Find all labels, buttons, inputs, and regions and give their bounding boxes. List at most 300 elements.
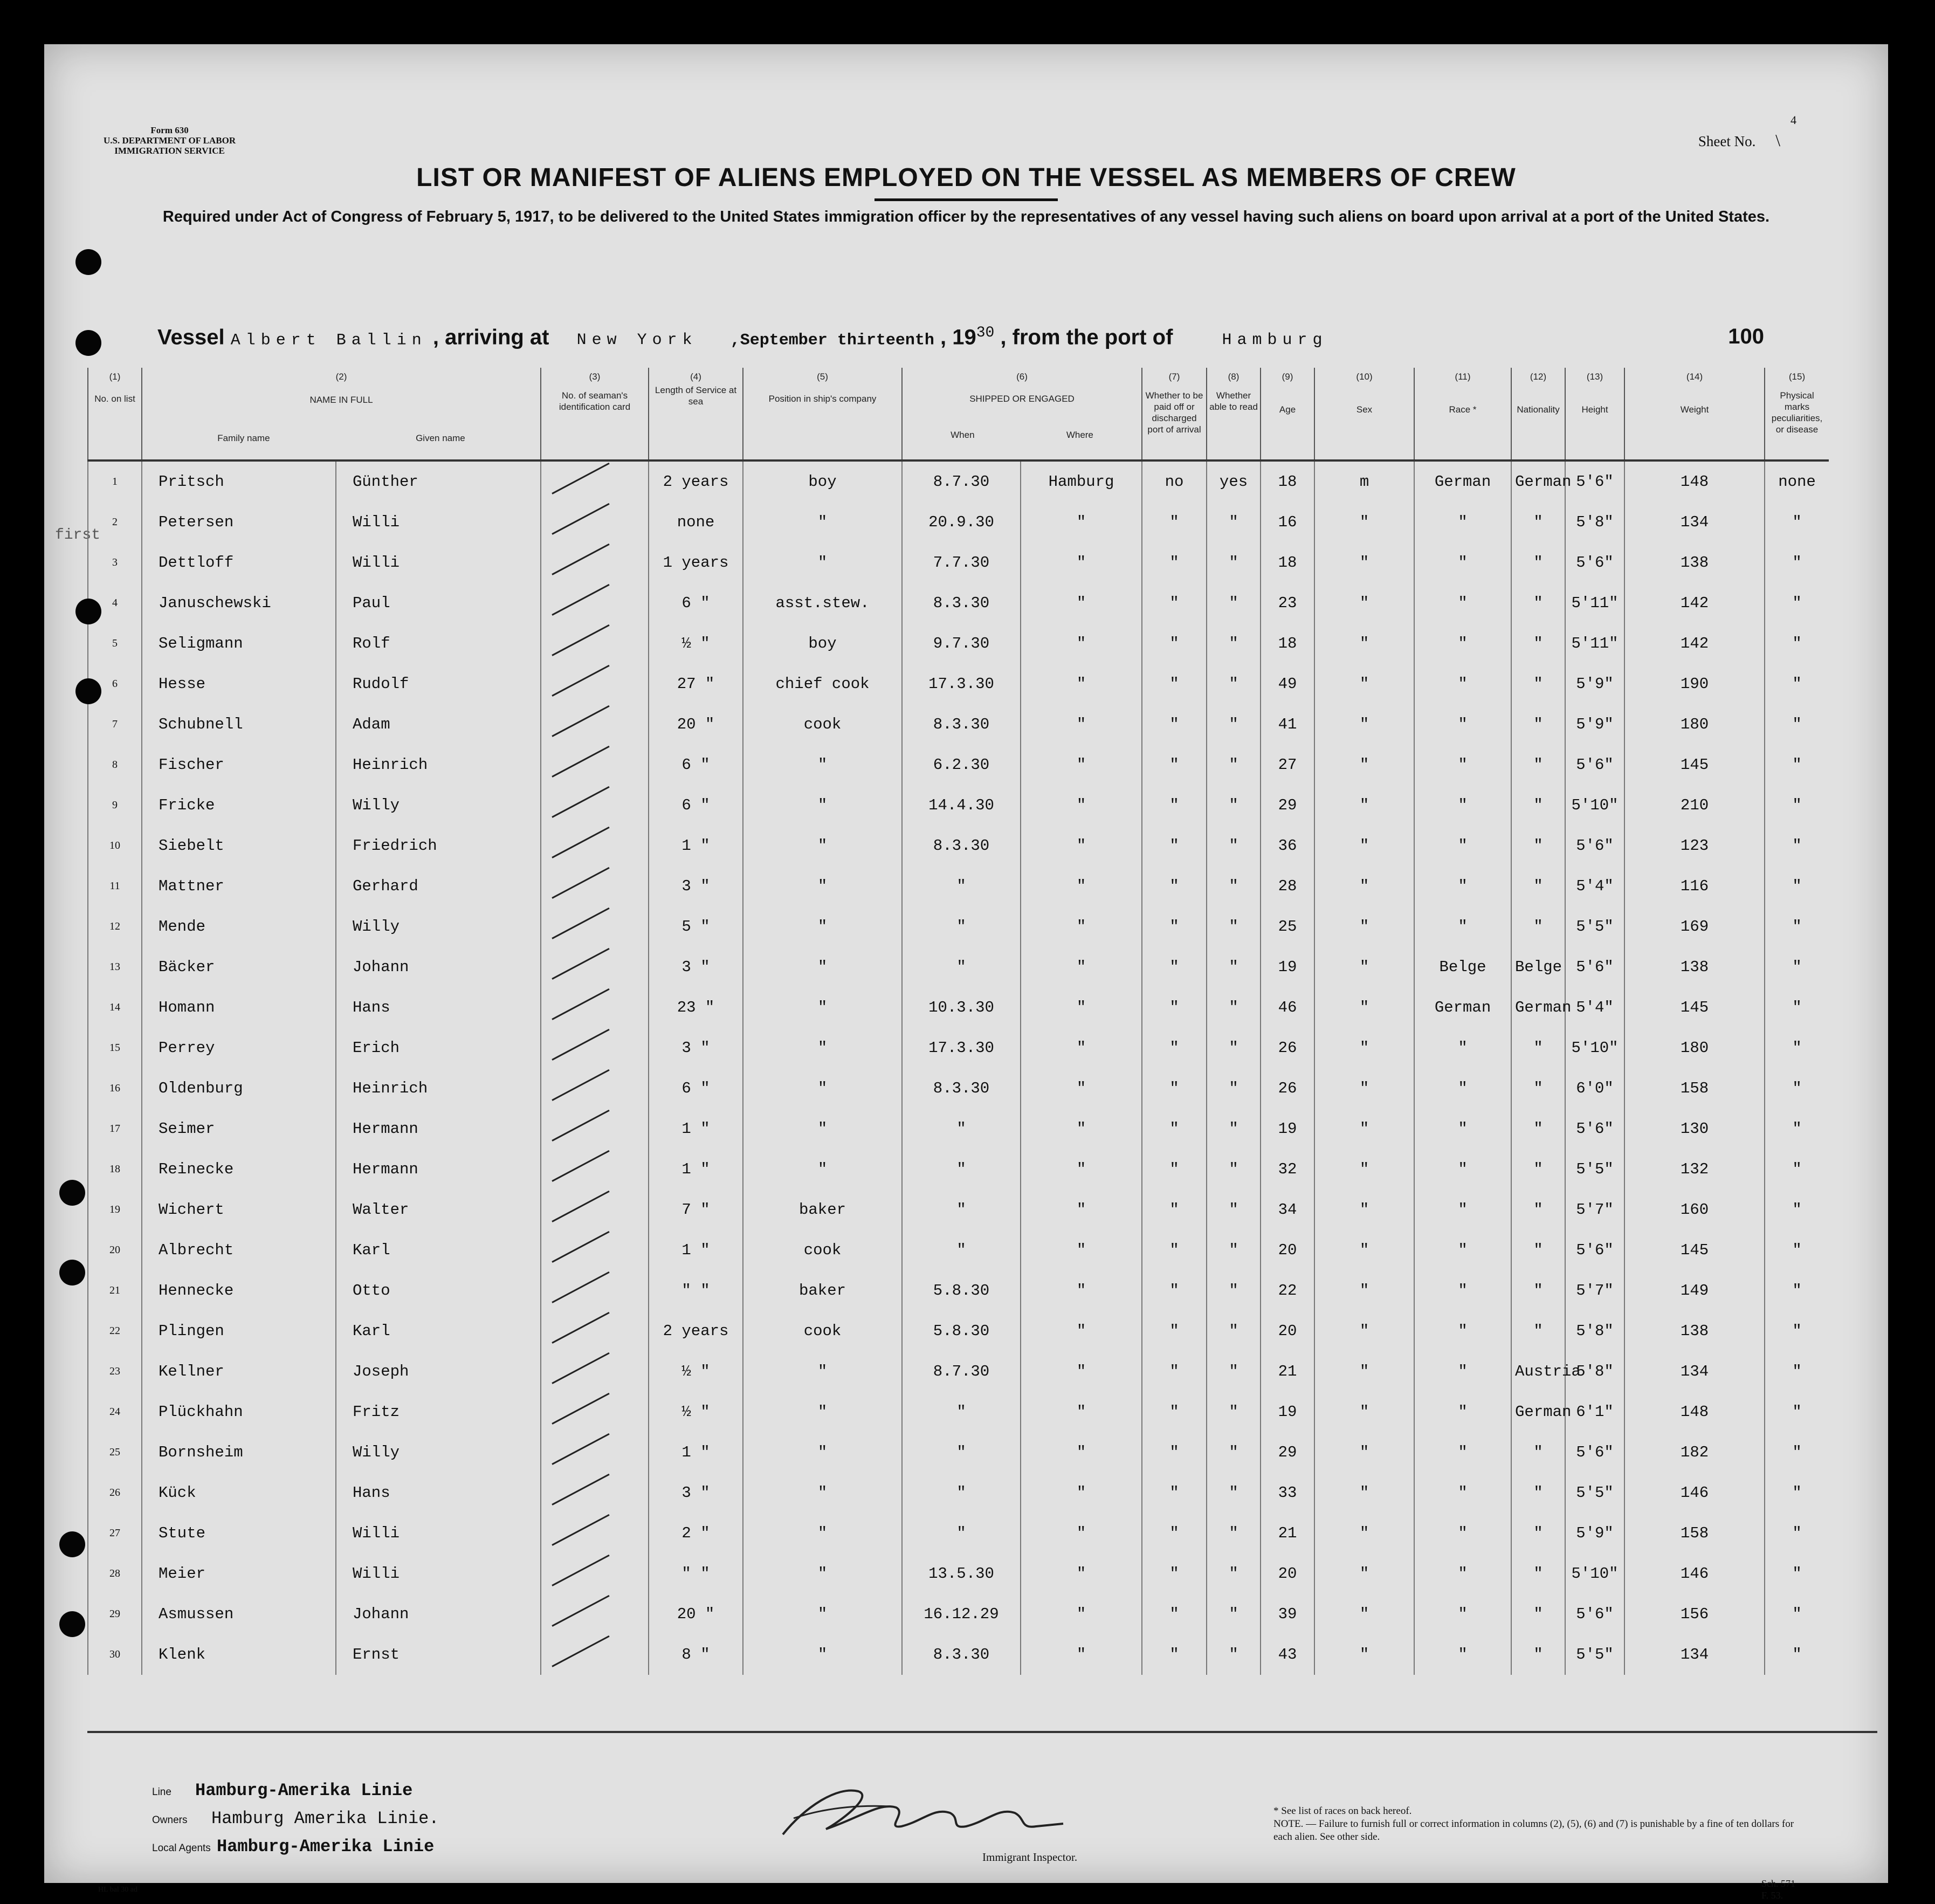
able-to-read-cell: " — [1207, 1554, 1261, 1594]
paid-off-cell: " — [1142, 1554, 1207, 1594]
length-of-service-cell: 1 " — [649, 1230, 743, 1270]
id-card-mark-cell — [541, 906, 649, 947]
col-service-header: (4) Length of Service at sea — [649, 368, 743, 460]
table-row — [88, 664, 1829, 704]
given-name-cell: Heinrich — [336, 1068, 541, 1109]
weight-cell: 158 — [1624, 1068, 1765, 1109]
sex-cell: " — [1314, 1311, 1414, 1351]
height-cell: 5'5" — [1565, 1473, 1624, 1513]
nationality-cell: " — [1511, 664, 1565, 704]
checkmark-stroke — [552, 988, 609, 1020]
age-cell: 41 — [1261, 704, 1314, 745]
weight-cell: 148 — [1624, 1392, 1765, 1432]
sex-cell: " — [1314, 542, 1414, 583]
able-to-read-cell: " — [1207, 1392, 1261, 1432]
given-name-cell: Willi — [336, 1554, 541, 1594]
vessel-line — [157, 325, 1829, 357]
length-of-service-cell: 7 " — [649, 1190, 743, 1230]
paid-off-cell: " — [1142, 542, 1207, 583]
length-of-service-cell: 3 " — [649, 866, 743, 906]
row-number-cell: 4 — [88, 583, 142, 623]
shipped-when-cell: 8.3.30 — [902, 583, 1021, 623]
binder-hole — [75, 330, 101, 356]
nationality-cell: " — [1511, 542, 1565, 583]
given-name-cell: Rudolf — [336, 664, 541, 704]
when-header: When — [951, 430, 975, 440]
row-number-cell: 23 — [88, 1351, 142, 1392]
race-cell: " — [1414, 1513, 1511, 1554]
length-of-service-cell: ½ " — [649, 1351, 743, 1392]
paid-off-cell: " — [1142, 785, 1207, 826]
col-read-header: (8) Whether able to read — [1207, 368, 1261, 460]
sex-cell: " — [1314, 1513, 1414, 1554]
age-cell: 27 — [1261, 745, 1314, 785]
sex-cell: " — [1314, 704, 1414, 745]
sex-cell: " — [1314, 1230, 1414, 1270]
able-to-read-cell: " — [1207, 1594, 1261, 1634]
nationality-cell: " — [1511, 1473, 1565, 1513]
height-cell: 5'9" — [1565, 664, 1624, 704]
table-row — [88, 623, 1829, 664]
weight-cell: 134 — [1624, 502, 1765, 542]
sex-cell: " — [1314, 1149, 1414, 1190]
age-cell: 20 — [1261, 1554, 1314, 1594]
age-cell: 26 — [1261, 1028, 1314, 1068]
nationality-cell: " — [1511, 1432, 1565, 1473]
table-row — [88, 947, 1829, 987]
id-card-mark-cell — [541, 1270, 649, 1311]
weight-cell: 190 — [1624, 664, 1765, 704]
given-name-cell: Paul — [336, 583, 541, 623]
shipped-when-cell: " — [902, 1109, 1021, 1149]
nationality-cell: " — [1511, 1028, 1565, 1068]
family-name-cell: Plückhahn — [142, 1392, 336, 1432]
able-to-read-cell: " — [1207, 1513, 1261, 1554]
able-to-read-cell: " — [1207, 1270, 1261, 1311]
position-cell: " — [743, 1351, 902, 1392]
given-name-cell: Hermann — [336, 1109, 541, 1149]
nationality-cell: " — [1511, 1634, 1565, 1675]
position-cell: cook — [743, 704, 902, 745]
id-card-mark-cell — [541, 704, 649, 745]
row-number-cell: 29 — [88, 1594, 142, 1634]
age-cell: 22 — [1261, 1270, 1314, 1311]
page-title: LIST OR MANIFEST OF ALIENS EMPLOYED ON THE VESSEL AS MEMBERS OF CREW — [416, 163, 1516, 192]
given-name-cell: Friedrich — [336, 826, 541, 866]
checkmark-stroke — [552, 1029, 609, 1061]
given-name-cell: Hans — [336, 1473, 541, 1513]
age-cell: 32 — [1261, 1149, 1314, 1190]
weight-cell: 180 — [1624, 1028, 1765, 1068]
binder-hole — [59, 1180, 85, 1206]
col-number-header: (1) No. on list — [88, 368, 142, 460]
physical-marks-cell: " — [1765, 1392, 1829, 1432]
nationality-cell: " — [1511, 1109, 1565, 1149]
paid-off-cell: " — [1142, 664, 1207, 704]
binder-hole — [59, 1260, 85, 1286]
id-card-mark-cell — [541, 947, 649, 987]
weight-cell: 169 — [1624, 906, 1765, 947]
physical-marks-cell: " — [1765, 1149, 1829, 1190]
physical-marks-cell: " — [1765, 1190, 1829, 1230]
position-cell: " — [743, 1028, 902, 1068]
height-cell: 5'5" — [1565, 1149, 1624, 1190]
nationality-cell: Austria — [1511, 1351, 1565, 1392]
position-cell: " — [743, 987, 902, 1028]
checkmark-stroke — [552, 665, 609, 697]
shipped-when-cell: 8.3.30 — [902, 704, 1021, 745]
weight-cell: 130 — [1624, 1109, 1765, 1149]
position-cell: chief cook — [743, 664, 902, 704]
paid-off-cell: " — [1142, 1109, 1207, 1149]
family-name-cell: Schubnell — [142, 704, 336, 745]
family-name-cell: Siebelt — [142, 826, 336, 866]
physical-marks-cell: " — [1765, 1351, 1829, 1392]
shipped-when-cell: 6.2.30 — [902, 745, 1021, 785]
nationality-cell: Belge — [1511, 947, 1565, 987]
weight-cell: 180 — [1624, 704, 1765, 745]
paid-off-cell: " — [1142, 1149, 1207, 1190]
table-row — [88, 1554, 1829, 1594]
form-number: Form 630 — [150, 125, 189, 135]
able-to-read-cell: " — [1207, 947, 1261, 987]
physical-marks-cell: " — [1765, 947, 1829, 987]
shipped-when-cell: 8.7.30 — [902, 460, 1021, 502]
shipped-when-cell: 8.3.30 — [902, 826, 1021, 866]
weight-cell: 146 — [1624, 1473, 1765, 1513]
sex-cell: " — [1314, 1392, 1414, 1432]
row-number-cell: 22 — [88, 1311, 142, 1351]
family-name-cell: Pritsch — [142, 460, 336, 502]
nationality-cell: " — [1511, 623, 1565, 664]
given-name-cell: Adam — [336, 704, 541, 745]
sex-cell: " — [1314, 1554, 1414, 1594]
able-to-read-cell: " — [1207, 1028, 1261, 1068]
from-label: , from the port of — [1000, 325, 1173, 349]
id-card-mark-cell — [541, 745, 649, 785]
nationality-cell: " — [1511, 826, 1565, 866]
sex-cell: " — [1314, 1473, 1414, 1513]
given-name-cell: Hans — [336, 987, 541, 1028]
id-card-mark-cell — [541, 1230, 649, 1270]
physical-marks-cell: " — [1765, 866, 1829, 906]
physical-marks-cell: " — [1765, 664, 1829, 704]
sex-cell: " — [1314, 826, 1414, 866]
physical-marks-cell: " — [1765, 1513, 1829, 1554]
checkmark-stroke — [552, 584, 609, 616]
family-name-cell: Wichert — [142, 1190, 336, 1230]
race-cell: " — [1414, 785, 1511, 826]
position-cell: cook — [743, 1230, 902, 1270]
race-cell: " — [1414, 1473, 1511, 1513]
paid-off-cell: " — [1142, 1351, 1207, 1392]
vessel-name: Albert Ballin — [230, 331, 427, 350]
row-number-cell: 25 — [88, 1432, 142, 1473]
given-name-cell: Heinrich — [336, 745, 541, 785]
age-cell: 28 — [1261, 866, 1314, 906]
col-paid-header: (7) Whether to be paid off or discharged port of arrival — [1142, 368, 1207, 460]
weight-cell: 138 — [1624, 1311, 1765, 1351]
col-height-header: (13) Height — [1565, 368, 1624, 460]
shipped-where-cell: " — [1021, 1068, 1142, 1109]
checkmark-stroke — [552, 1514, 609, 1546]
physical-marks-cell: " — [1765, 704, 1829, 745]
position-cell: " — [743, 1149, 902, 1190]
col-card-header: (3) No. of seaman's identification card — [541, 368, 649, 460]
length-of-service-cell: 20 " — [649, 704, 743, 745]
length-of-service-cell: 1 " — [649, 1432, 743, 1473]
checkmark-stroke — [552, 544, 609, 575]
service-name: IMMIGRATION SERVICE — [114, 146, 225, 156]
id-card-mark-cell — [541, 1068, 649, 1109]
crew-table — [87, 368, 1829, 1675]
row-number-cell: 27 — [88, 1513, 142, 1554]
physical-marks-cell: " — [1765, 1594, 1829, 1634]
shipped-where-cell: " — [1021, 1473, 1142, 1513]
table-row — [88, 1028, 1829, 1068]
shipped-when-cell: " — [902, 1149, 1021, 1190]
paid-off-cell: " — [1142, 1230, 1207, 1270]
paid-off-cell: " — [1142, 623, 1207, 664]
nationality-cell: " — [1511, 704, 1565, 745]
weight-cell: 123 — [1624, 826, 1765, 866]
able-to-read-cell: " — [1207, 1149, 1261, 1190]
shipped-where-cell: " — [1021, 1634, 1142, 1675]
height-cell: 5'8" — [1565, 1351, 1624, 1392]
given-name-cell: Ernst — [336, 1634, 541, 1675]
age-cell: 19 — [1261, 947, 1314, 987]
shipped-when-cell: 10.3.30 — [902, 987, 1021, 1028]
able-to-read-cell: " — [1207, 987, 1261, 1028]
shipped-when-cell: 5.8.30 — [902, 1270, 1021, 1311]
nationality-cell: German — [1511, 460, 1565, 502]
position-cell: " — [743, 542, 902, 583]
given-name-cell: Hermann — [336, 1149, 541, 1190]
table-row — [88, 460, 1829, 502]
shipped-where-cell: " — [1021, 1432, 1142, 1473]
height-cell: 5'10" — [1565, 1554, 1624, 1594]
sheet-number — [1698, 130, 1780, 150]
nationality-cell: " — [1511, 1594, 1565, 1634]
physical-marks-cell: " — [1765, 987, 1829, 1028]
table-row — [88, 987, 1829, 1028]
table-row — [88, 542, 1829, 583]
row-number-cell: 17 — [88, 1109, 142, 1149]
vessel-label: Vessel — [157, 325, 225, 349]
position-cell: " — [743, 1554, 902, 1594]
age-cell: 20 — [1261, 1311, 1314, 1351]
length-of-service-cell: 27 " — [649, 664, 743, 704]
sex-cell: m — [1314, 460, 1414, 502]
paid-off-cell: no — [1142, 460, 1207, 502]
weight-cell: 134 — [1624, 1351, 1765, 1392]
able-to-read-cell: " — [1207, 826, 1261, 866]
shipped-when-cell: " — [902, 1473, 1021, 1513]
weight-cell: 132 — [1624, 1149, 1765, 1190]
family-name-cell: Januschewski — [142, 583, 336, 623]
able-to-read-cell: " — [1207, 745, 1261, 785]
line-label: Line — [152, 1786, 171, 1798]
id-card-mark-cell — [541, 623, 649, 664]
race-cell: " — [1414, 1634, 1511, 1675]
arriving-label: , arriving at — [432, 325, 549, 349]
checkmark-stroke — [552, 503, 609, 535]
given-name-cell: Günther — [336, 460, 541, 502]
age-cell: 34 — [1261, 1190, 1314, 1230]
age-cell: 21 — [1261, 1513, 1314, 1554]
shipped-when-cell: 17.3.30 — [902, 1028, 1021, 1068]
checkmark-stroke — [552, 1352, 609, 1384]
given-name-cell: Erich — [336, 1028, 541, 1068]
shipped-when-cell: 7.7.30 — [902, 542, 1021, 583]
checkmark-stroke — [552, 908, 609, 939]
position-cell: " — [743, 1513, 902, 1554]
first-annotation: first — [55, 527, 101, 544]
nationality-cell: German — [1511, 987, 1565, 1028]
id-card-mark-cell — [541, 1311, 649, 1351]
height-cell: 5'10" — [1565, 785, 1624, 826]
checkmark-stroke — [552, 463, 609, 494]
form-reference — [104, 125, 236, 156]
inspector-label: Immigrant Inspector. — [982, 1851, 1078, 1864]
length-of-service-cell: 23 " — [649, 987, 743, 1028]
race-cell: " — [1414, 1068, 1511, 1109]
paid-off-cell: " — [1142, 583, 1207, 623]
nationality-cell: " — [1511, 785, 1565, 826]
given-name-cell: Karl — [336, 1311, 541, 1351]
height-cell: 5'9" — [1565, 704, 1624, 745]
weight-cell: 149 — [1624, 1270, 1765, 1311]
family-name-cell: Kück — [142, 1473, 336, 1513]
weight-cell: 158 — [1624, 1513, 1765, 1554]
binder-hole — [75, 249, 101, 275]
owners-value: Hamburg Amerika Linie. — [211, 1809, 439, 1829]
able-to-read-cell: " — [1207, 583, 1261, 623]
table-row — [88, 1190, 1829, 1230]
age-cell: 29 — [1261, 785, 1314, 826]
paid-off-cell: " — [1142, 1068, 1207, 1109]
shipped-where-cell: Hamburg — [1021, 460, 1142, 502]
length-of-service-cell: 5 " — [649, 906, 743, 947]
sex-cell: " — [1314, 1351, 1414, 1392]
paid-off-cell: " — [1142, 1634, 1207, 1675]
col-age-header: (9) Age — [1261, 368, 1314, 460]
sex-cell: " — [1314, 1594, 1414, 1634]
owners-label: Owners — [152, 1814, 188, 1826]
physical-marks-cell: " — [1765, 826, 1829, 866]
id-card-mark-cell — [541, 1513, 649, 1554]
family-name-cell: Stute — [142, 1513, 336, 1554]
length-of-service-cell: " " — [649, 1554, 743, 1594]
shipped-when-cell: " — [902, 906, 1021, 947]
table-row — [88, 1473, 1829, 1513]
position-cell: asst.stew. — [743, 583, 902, 623]
family-name-cell: Seligmann — [142, 623, 336, 664]
physical-marks-cell: " — [1765, 1068, 1829, 1109]
race-cell: " — [1414, 866, 1511, 906]
physical-marks-cell: " — [1765, 1270, 1829, 1311]
family-name-cell: Hesse — [142, 664, 336, 704]
physical-marks-cell: " — [1765, 1432, 1829, 1473]
height-cell: 5'6" — [1565, 1432, 1624, 1473]
row-number-cell: 28 — [88, 1554, 142, 1594]
id-card-mark-cell — [541, 1149, 649, 1190]
sex-cell: " — [1314, 745, 1414, 785]
id-card-mark-cell — [541, 866, 649, 906]
length-of-service-cell: 2 years — [649, 1311, 743, 1351]
sheet-label: Sheet No. — [1698, 133, 1756, 149]
sex-cell: " — [1314, 906, 1414, 947]
shipped-where-cell: " — [1021, 866, 1142, 906]
row-number-cell: 15 — [88, 1028, 142, 1068]
family-name-cell: Oldenburg — [142, 1068, 336, 1109]
from-port: Hamburg — [1222, 331, 1328, 350]
sex-cell: " — [1314, 1270, 1414, 1311]
paid-off-cell: " — [1142, 906, 1207, 947]
table-header-row — [88, 368, 1829, 460]
given-name-cell: Willi — [336, 502, 541, 542]
position-cell: " — [743, 1068, 902, 1109]
physical-marks-cell: none — [1765, 460, 1829, 502]
row-number-cell: 10 — [88, 826, 142, 866]
race-cell: " — [1414, 1028, 1511, 1068]
col-weight-header: (14) Weight — [1624, 368, 1765, 460]
weight-cell: 148 — [1624, 460, 1765, 502]
sex-cell: " — [1314, 623, 1414, 664]
nationality-cell: " — [1511, 502, 1565, 542]
weight-cell: 142 — [1624, 623, 1765, 664]
age-cell: 19 — [1261, 1392, 1314, 1432]
id-card-mark-cell — [541, 1554, 649, 1594]
length-of-service-cell: 8 " — [649, 1634, 743, 1675]
position-cell: cook — [743, 1311, 902, 1351]
page-subtitle: Required under Act of Congress of February 5, 1917, to be delivered to the United States immigration officer by the representatives of any vessel having such aliens on board upon arrival at a port of the United States. — [162, 208, 1770, 225]
height-cell: 5'7" — [1565, 1270, 1624, 1311]
shipped-when-cell: 8.3.30 — [902, 1068, 1021, 1109]
checkmark-stroke — [552, 867, 609, 899]
shipped-when-cell: " — [902, 947, 1021, 987]
paid-off-cell: " — [1142, 502, 1207, 542]
nationality-cell: " — [1511, 1311, 1565, 1351]
shipped-where-cell: " — [1021, 1190, 1142, 1230]
table-row — [88, 906, 1829, 947]
table-row — [88, 1594, 1829, 1634]
family-name-cell: Mattner — [142, 866, 336, 906]
race-cell: German — [1414, 460, 1511, 502]
able-to-read-cell: " — [1207, 1351, 1261, 1392]
length-of-service-cell: 1 " — [649, 1109, 743, 1149]
sex-cell: " — [1314, 866, 1414, 906]
table-row — [88, 1311, 1829, 1351]
checkmark-stroke — [552, 1474, 609, 1506]
able-to-read-cell: " — [1207, 542, 1261, 583]
shipped-when-cell: 5.8.30 — [902, 1311, 1021, 1351]
table-row — [88, 583, 1829, 623]
checkmark-stroke — [552, 1231, 609, 1263]
weight-cell: 145 — [1624, 1230, 1765, 1270]
row-number-cell: 14 — [88, 987, 142, 1028]
family-name-cell: Perrey — [142, 1028, 336, 1068]
position-cell: " — [743, 1109, 902, 1149]
agents-value: Hamburg-Amerika Linie — [217, 1837, 435, 1857]
family-name-cell: Klenk — [142, 1634, 336, 1675]
shipped-where-cell: " — [1021, 1028, 1142, 1068]
id-card-mark-cell — [541, 785, 649, 826]
able-to-read-cell: " — [1207, 704, 1261, 745]
paid-off-cell: " — [1142, 1473, 1207, 1513]
paid-off-cell: " — [1142, 947, 1207, 987]
table-row — [88, 704, 1829, 745]
